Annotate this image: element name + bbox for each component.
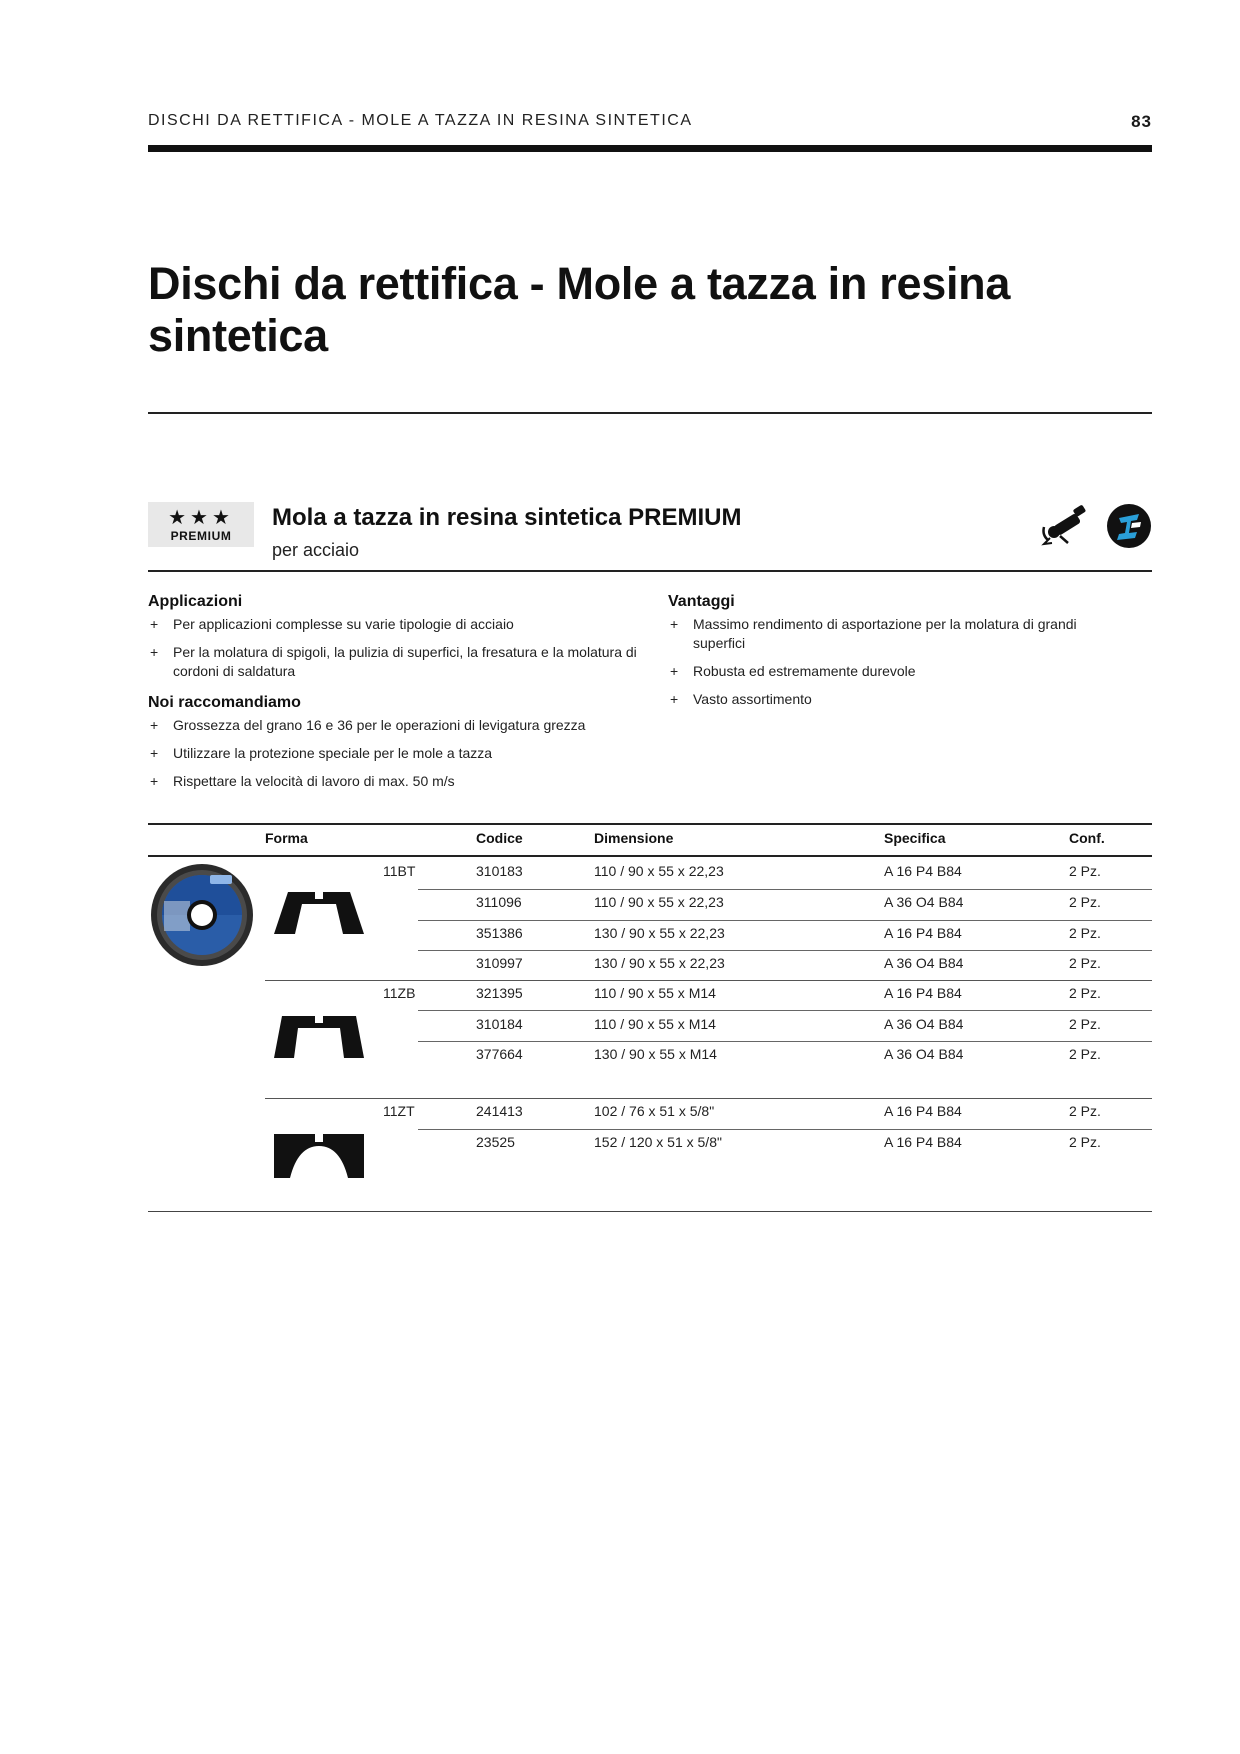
running-head (148, 112, 1152, 136)
cell-dimensione: 130 / 90 x 55 x M14 (594, 1046, 717, 1062)
cell-codice: 310184 (476, 1016, 523, 1032)
raccomandiamo-heading: Noi raccomandiamo (148, 694, 301, 711)
column-header-specifica: Specifica (884, 830, 946, 846)
product-title: Mola a tazza in resina sintetica PREMIUM (272, 504, 742, 531)
cell-dimensione: 110 / 90 x 55 x 22,23 (594, 894, 724, 910)
column-header-forma: Forma (265, 830, 308, 846)
badge-label: PREMIUM (170, 529, 232, 543)
cell-conf: 2 Pz. (1069, 863, 1101, 879)
header-rule (148, 145, 1152, 152)
cell-conf: 2 Pz. (1069, 985, 1101, 1001)
cell-specifica: A 36 O4 B84 (884, 1016, 964, 1032)
list-item: + Grossezza del grano 16 e 36 per le operazioni di levigatura grezza (148, 716, 648, 735)
list-item: + Massimo rendimento di asportazione per la molatura di grandi superfici (668, 615, 1128, 653)
cell-dimensione: 130 / 90 x 55 x 22,23 (594, 925, 725, 941)
inox-steel-icon (1106, 503, 1152, 549)
angle-grinder-icon (1040, 505, 1086, 547)
product-divider (148, 570, 1152, 572)
cell-specifica: A 16 P4 B84 (884, 1134, 962, 1150)
cell-dimensione: 102 / 76 x 51 x 5/8" (594, 1103, 715, 1119)
cell-specifica: A 36 O4 B84 (884, 1046, 964, 1062)
cell-codice: 377664 (476, 1046, 523, 1062)
list-item: + Vasto assortimento (668, 690, 1128, 709)
row-separator (418, 1010, 1152, 1011)
cell-dimensione: 110 / 90 x 55 x M14 (594, 985, 716, 1001)
running-head-title: DISCHI DA RETTIFICA - MOLE A TAZZA IN RESINA SINTETICA (148, 112, 693, 129)
cell-specifica: A 36 O4 B84 (884, 955, 964, 971)
cell-conf: 2 Pz. (1069, 894, 1101, 910)
cell-conf: 2 Pz. (1069, 955, 1101, 971)
column-header-dimensione: Dimensione (594, 830, 674, 846)
cell-codice: 241413 (476, 1103, 523, 1119)
cell-codice: 311096 (476, 894, 522, 910)
group-separator (265, 980, 1152, 981)
table-bottom-rule (148, 1211, 1152, 1212)
cell-codice: 310997 (476, 955, 523, 971)
product-subtitle: per acciaio (272, 540, 360, 560)
row-separator (418, 920, 1152, 921)
cell-conf: 2 Pz. (1069, 925, 1101, 941)
premium-badge (148, 502, 254, 547)
group-separator (265, 1098, 1152, 1099)
raccomandiamo-list (148, 716, 648, 800)
cell-codice: 23525 (476, 1134, 515, 1150)
cell-dimensione: 110 / 90 x 55 x M14 (594, 1016, 716, 1032)
shape-label: 11ZT (383, 1103, 415, 1119)
cup-profile-11zb-icon (274, 1012, 364, 1060)
cell-specifica: A 36 O4 B84 (884, 894, 964, 910)
cell-specifica: A 16 P4 B84 (884, 1103, 962, 1119)
row-separator (418, 889, 1152, 890)
cell-codice: 321395 (476, 985, 523, 1001)
list-item: + Utilizzare la protezione speciale per le mole a tazza (148, 744, 648, 763)
cup-profile-11zt-icon (274, 1132, 364, 1180)
cell-dimensione: 110 / 90 x 55 x 22,23 (594, 863, 724, 879)
list-item: + Per applicazioni complesse su varie tipologie di acciaio (148, 615, 648, 634)
cell-specifica: A 16 P4 B84 (884, 863, 962, 879)
cell-dimensione: 152 / 120 x 51 x 5/8" (594, 1134, 722, 1150)
list-item: + Per la molatura di spigoli, la pulizia di superfici, la fresatura e la molatura di cordoni di saldatura (148, 643, 648, 681)
cup-wheel-photo (150, 863, 254, 967)
table-top-rule (148, 823, 1152, 825)
title-divider (148, 412, 1152, 414)
star-rating-icon: ★★★ (168, 507, 234, 529)
cell-dimensione: 130 / 90 x 55 x 22,23 (594, 955, 725, 971)
cell-specifica: A 16 P4 B84 (884, 985, 962, 1001)
shape-label: 11ZB (383, 985, 416, 1001)
cell-specifica: A 16 P4 B84 (884, 925, 962, 941)
list-item: + Rispettare la velocità di lavoro di max. 50 m/s (148, 772, 648, 791)
cell-conf: 2 Pz. (1069, 1046, 1101, 1062)
cup-profile-11bt-icon (274, 888, 364, 936)
vantaggi-list (668, 615, 1128, 718)
row-separator (418, 950, 1152, 951)
page-number: 83 (1131, 112, 1152, 131)
shape-label: 11BT (383, 863, 416, 879)
row-separator (418, 1041, 1152, 1042)
vantaggi-heading: Vantaggi (668, 593, 735, 610)
cell-conf: 2 Pz. (1069, 1134, 1101, 1150)
cell-conf: 2 Pz. (1069, 1016, 1101, 1032)
column-header-codice: Codice (476, 830, 523, 846)
cell-conf: 2 Pz. (1069, 1103, 1101, 1119)
page-title: Dischi da rettifica - Mole a tazza in resina sintetica (148, 258, 1011, 361)
applicazioni-heading: Applicazioni (148, 593, 243, 610)
cell-codice: 351386 (476, 925, 523, 941)
row-separator (418, 1129, 1152, 1130)
applicazioni-list (148, 615, 648, 690)
column-header-conf: Conf. (1069, 830, 1105, 846)
list-item: + Robusta ed estremamente durevole (668, 662, 1128, 681)
cell-codice: 310183 (476, 863, 523, 879)
table-header-rule (148, 855, 1152, 857)
